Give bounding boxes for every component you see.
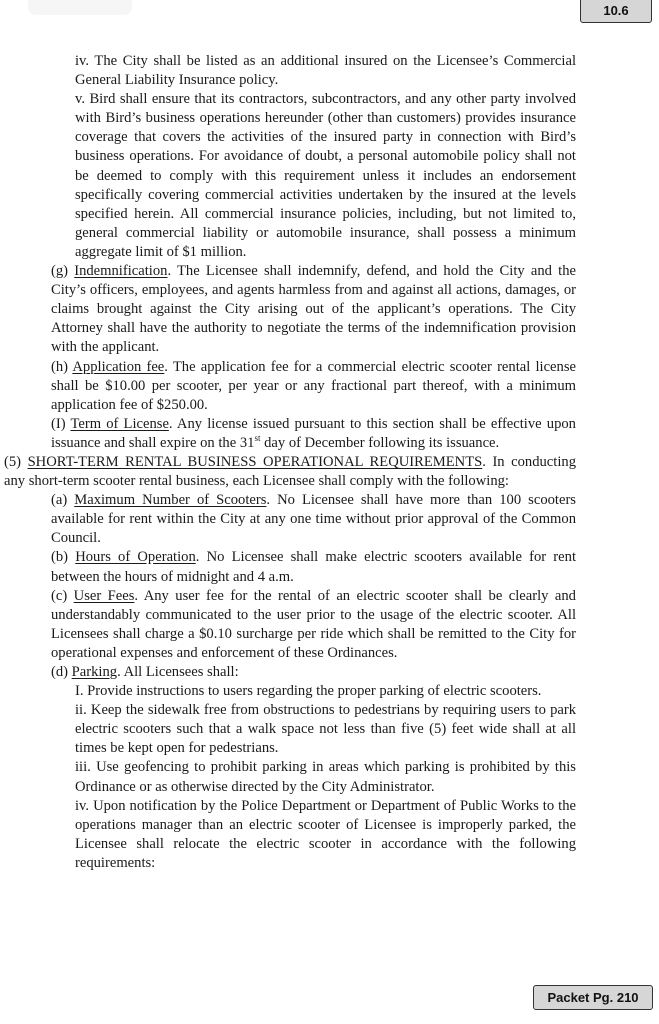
clause-heading: Parking: [71, 664, 118, 680]
clause-text: . The Licensee shall indemnify, defend, and hold the City and the City’s officers, employees, and agents harmless from and against all actions, damages, or claims brought against the City arising out of the applicant’s operations. The City Attorney shall have the authority to negotiate the terms of the indemnification provision with the applicant.: [51, 263, 576, 356]
clause-heading: Application fee: [72, 358, 165, 375]
clause-text: . Any license issued pursuant to this section shall be effective upon issuance and shall expire on the 31: [51, 415, 576, 451]
section-5-operational-requirements: [4, 453, 576, 491]
section-heading: SHORT-TERM RENTAL BUSINESS OPERATIONAL REQUIREMENTS: [27, 453, 483, 470]
clause-d-parking: [51, 663, 576, 682]
clause-text: . No Licensee shall make electric scooters available for rent between the hours of midnight and 4 a.m.: [51, 549, 576, 585]
clause-h-application-fee: [51, 358, 576, 415]
scan-artifact: [28, 0, 132, 15]
clause-text: . Any user fee for the rental of an electric scooter shall be clearly and understandably communicated to the user prior to the usage of the electric scooter. All Licensees shall charge a $0.10 surcharge per ride which shall be remitted to the City for operational expenses and enforcement of these Ordinances.: [51, 587, 576, 661]
clause-prefix: (h): [51, 358, 73, 375]
section-text: . In conducting any short-term scooter rental business, each Licensee shall comply with the following:: [4, 453, 576, 490]
parking-item-1: I. Provide instructions to users regarding the proper parking of electric scooters.: [75, 683, 542, 700]
clause-text-end: day of December following its issuance.: [260, 434, 500, 451]
clause-c-user-fees: [51, 587, 576, 663]
clause-prefix: (d): [51, 664, 72, 680]
clause-prefix: (I): [51, 415, 71, 432]
clause-b-hours-of-operation: [51, 548, 576, 586]
clause-heading: Hours of Operation: [75, 549, 196, 566]
clause-g-indemnification: [51, 262, 576, 357]
insurance-clause-v: v. Bird shall ensure that its contractors, subcontractors, and any other party involved with Bird’s business operations hereunder (other than customers) provides insurance coverage that covers the activities of the insured party in connection with Bird’s business operations. For avoidance of doubt, a personal automobile policy shall not be deemed to comply with this requirement unless it includes an endorsement specifically covering commercial activities undertaken by the insured at the levels specified herein. All commercial insurance policies, including, but not limited to, general commercial liability or automobile insurance, shall possess a minimum aggregate limit of $1 million.: [75, 91, 576, 260]
clause-prefix: (c): [51, 587, 74, 604]
agenda-item-badge: 10.6: [580, 0, 652, 23]
clause-a-max-scooters: [51, 491, 576, 548]
clause-prefix: (a): [51, 492, 75, 509]
section-prefix: (5): [4, 453, 28, 470]
clause-heading: Indemnification: [74, 263, 168, 280]
parking-item-2: ii. Keep the sidewalk free from obstructions to pedestrians by requiring users to park electric scooters such that a walk space not less than five (5) feet wide shall at all times be kept open for pedestrians.: [75, 702, 576, 757]
clause-prefix: (g): [51, 263, 75, 280]
parking-item-3: iii. Use geofencing to prohibit parking in areas which parking is prohibited by this Ordinance or as otherwise directed by the City Administrator.: [75, 759, 576, 795]
clause-text: . No Licensee shall have more than 100 scooters available for rent within the City at any one time without prior approval of the Common Council.: [51, 492, 576, 547]
clause-text: . All Licensees shall:: [117, 664, 239, 680]
document-body: [0, 52, 659, 873]
parking-item-4: iv. Upon notification by the Police Department or Department of Public Works to the operations manager than an electric scooter of Licensee is improperly parked, the Licensee shall relocate the electric scooter in accordance with the following requirements:: [75, 797, 576, 871]
insurance-clause-iv: iv. The City shall be listed as an additional insured on the Licensee’s Commercial General Liability Insurance policy.: [75, 53, 576, 89]
clause-heading: User Fees: [73, 587, 135, 604]
clause-heading: Maximum Number of Scooters: [74, 492, 267, 509]
clause-text: . The application fee for a commercial electric scooter rental license shall be $10.00 per scooter, per year or any fractional part thereof, with a minimum application fee of $250.00.: [51, 358, 576, 413]
packet-page-badge: Packet Pg. 210: [533, 985, 653, 1010]
clause-i-term-of-license: [51, 415, 576, 453]
clause-heading: Term of License: [70, 415, 169, 432]
ordinal-suffix: st: [254, 433, 261, 444]
clause-prefix: (b): [51, 549, 76, 566]
